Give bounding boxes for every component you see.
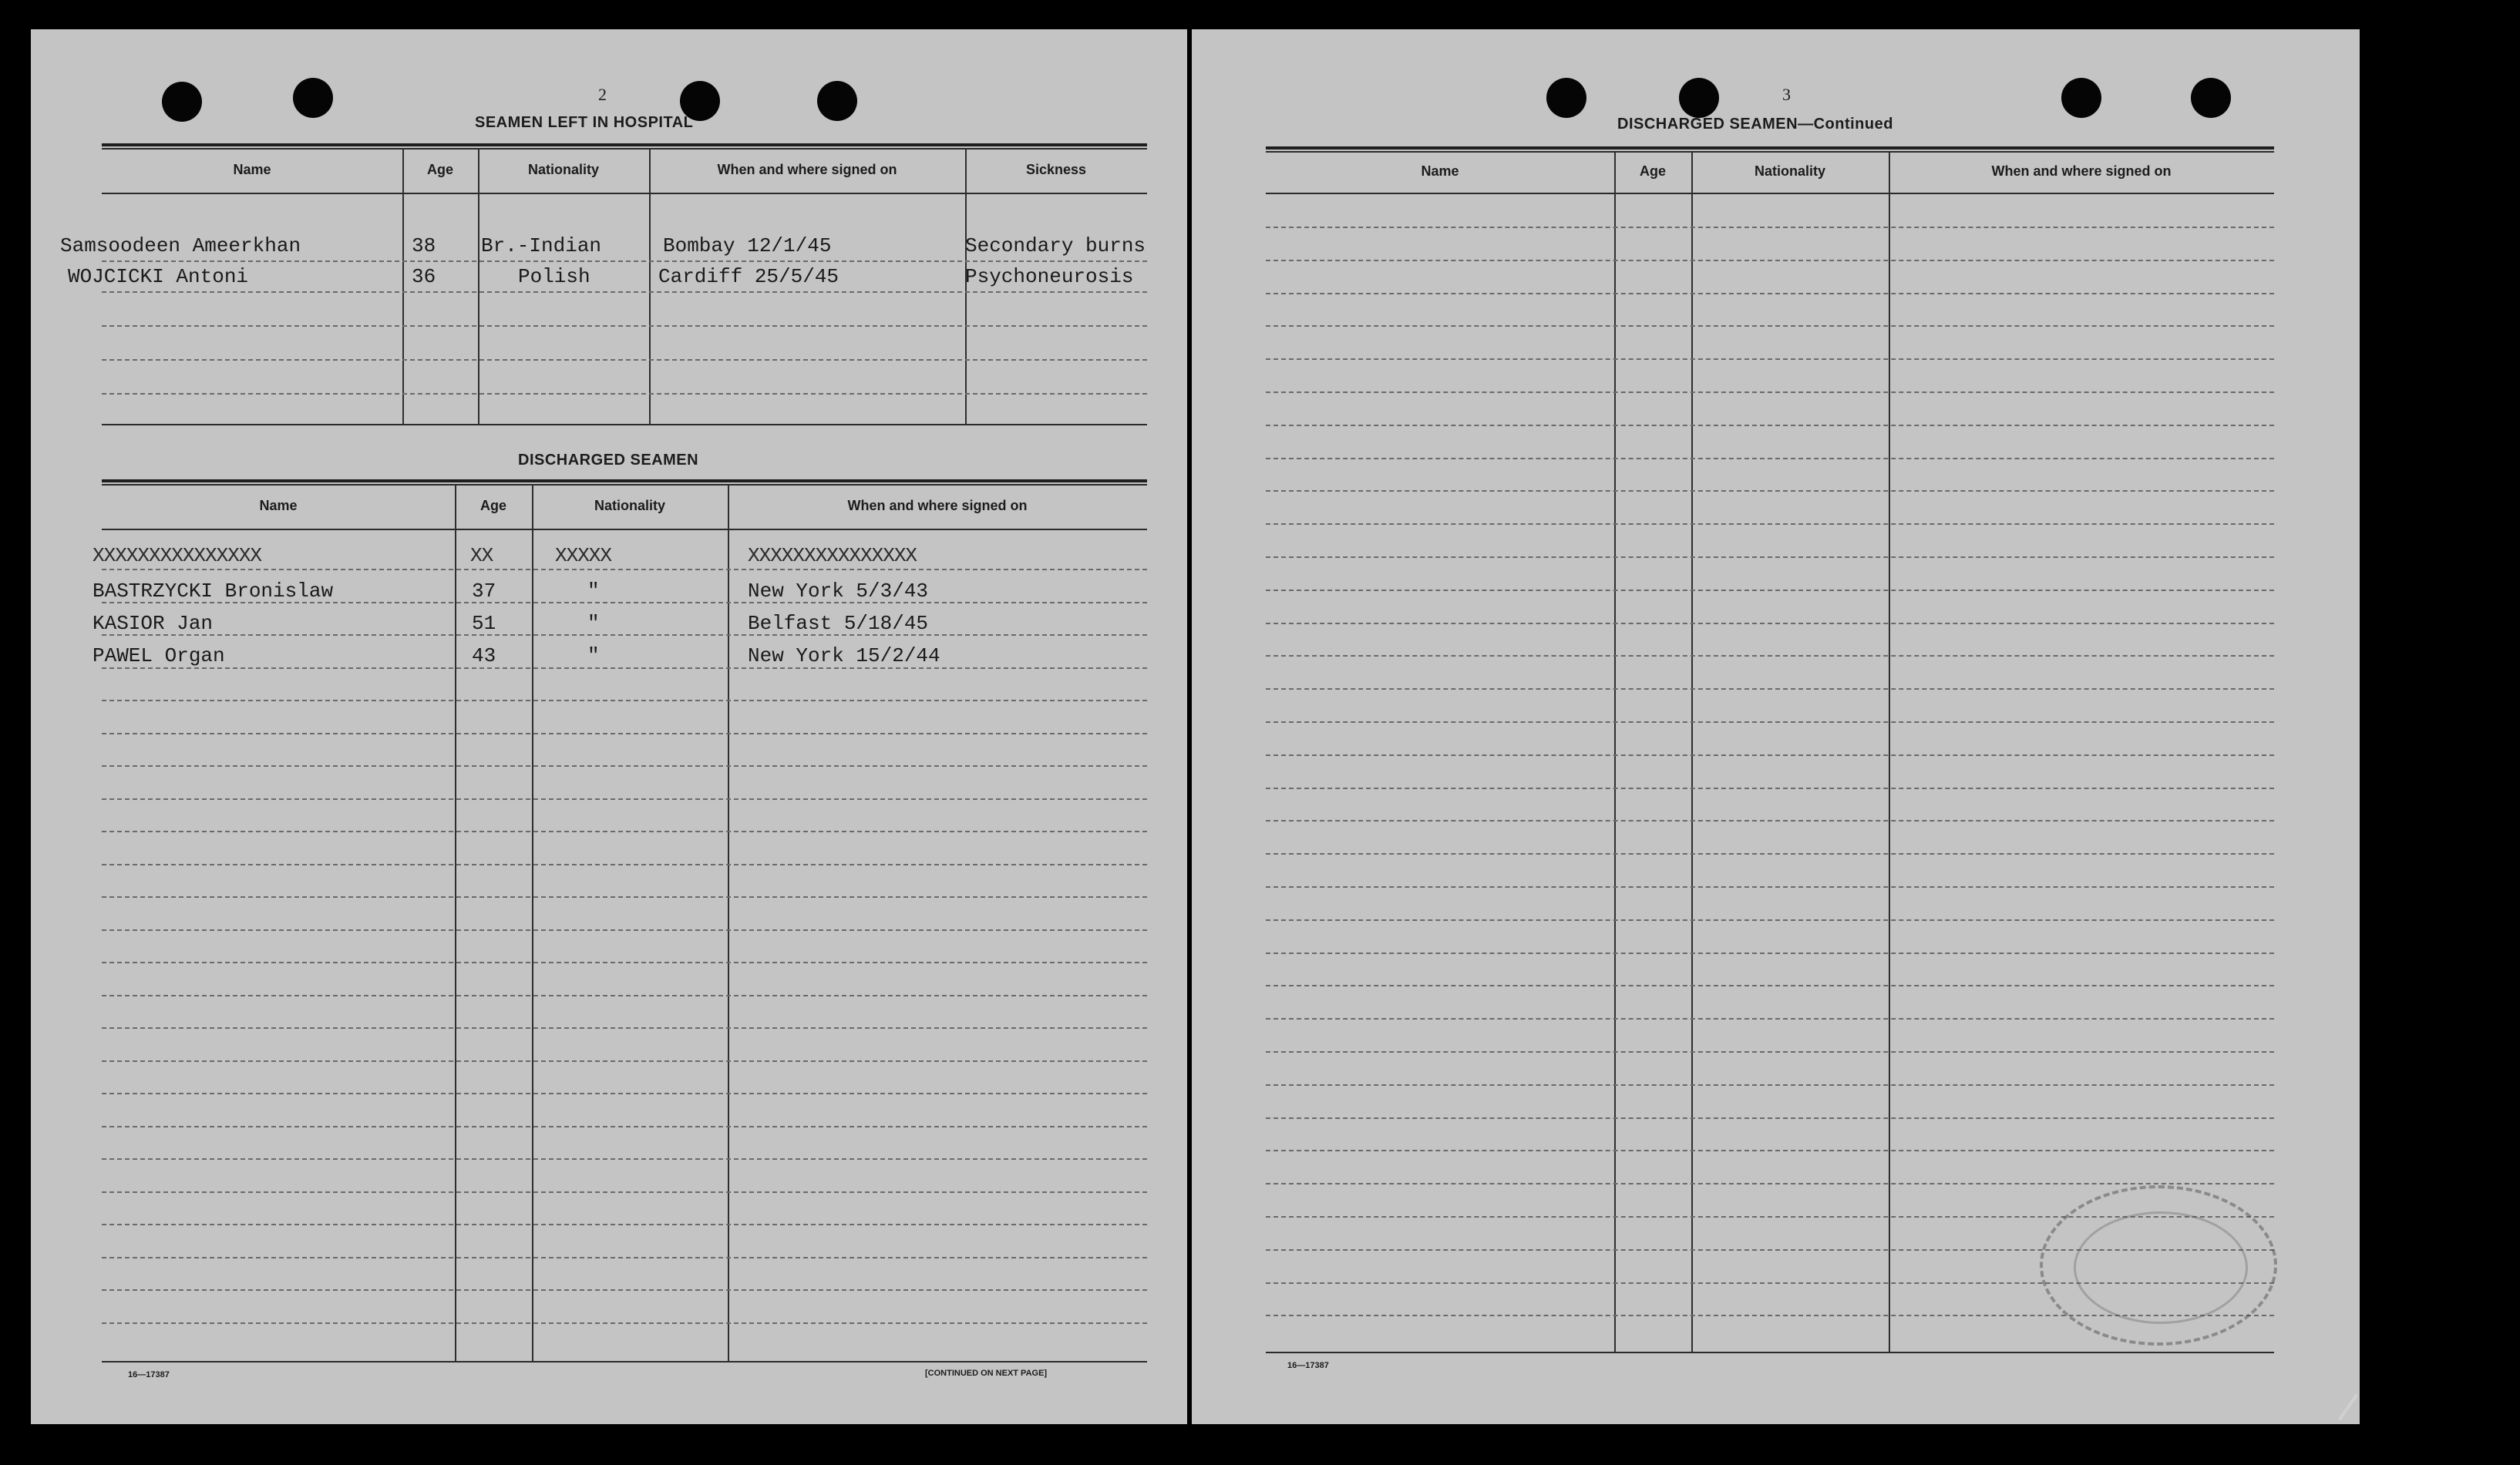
table-rule <box>1266 193 2274 194</box>
row-line <box>1266 1183 2274 1184</box>
table-rule <box>102 424 1147 425</box>
row-line <box>102 896 1147 898</box>
row-line <box>1266 655 2274 657</box>
discharged-row-nationality-struck: XXXXX <box>555 544 612 567</box>
discharged-row-name: KASIOR Jan <box>93 612 214 635</box>
column-divider <box>649 148 651 425</box>
column-header-nationality: Nationality <box>594 498 665 513</box>
column-divider <box>1889 151 1890 1353</box>
hospital-row-sickness: Secondary burns <box>965 234 1146 257</box>
row-line <box>1266 1018 2274 1020</box>
row-line <box>102 962 1147 963</box>
row-line <box>102 700 1147 701</box>
discharged-row-age: 51 <box>472 612 496 635</box>
column-header-name: Name <box>259 498 298 513</box>
form-number: 16—17387 <box>1287 1361 1329 1370</box>
discharged-row-nationality: " <box>587 612 600 635</box>
table-rule <box>102 1361 1147 1363</box>
row-line <box>102 798 1147 800</box>
row-line <box>102 1322 1147 1324</box>
punch-hole <box>1679 78 1719 118</box>
continued-note: [CONTINUED ON NEXT PAGE] <box>925 1369 1048 1378</box>
discharged-row-signed-on: Belfast 5/18/45 <box>748 612 929 635</box>
circular-stamp-ring <box>2074 1211 2248 1324</box>
column-divider <box>1691 151 1693 1353</box>
row-line <box>1266 1084 2274 1086</box>
row-line <box>1266 721 2274 723</box>
discharged-row-age: 37 <box>472 580 496 603</box>
page-number: 3 <box>1782 85 1791 104</box>
table-rule <box>102 529 1147 530</box>
discharged-row-name: BASTRZYCKI Bronislaw <box>93 580 334 603</box>
row-line <box>102 1126 1147 1127</box>
discharged-row-nationality: " <box>587 644 600 667</box>
row-line <box>102 291 1147 293</box>
discharged-row-nationality: " <box>587 580 600 603</box>
discharged-row-signed-on: New York 5/3/43 <box>748 580 929 603</box>
table-rule <box>1266 1352 2274 1353</box>
row-line <box>1266 688 2274 690</box>
row-line <box>102 864 1147 865</box>
row-line <box>1266 490 2274 492</box>
row-line <box>102 1257 1147 1258</box>
table-rule <box>1266 146 2274 150</box>
table-rule <box>102 479 1147 482</box>
column-divider <box>455 484 456 1363</box>
row-line <box>102 1060 1147 1062</box>
form-number: 16—17387 <box>128 1370 170 1379</box>
row-line <box>1266 754 2274 756</box>
table-rule <box>102 193 1147 194</box>
punch-hole <box>817 81 857 121</box>
column-header-age: Age <box>426 162 453 177</box>
row-line <box>1266 788 2274 789</box>
hospital-row-signed-on: Cardiff 25/5/45 <box>658 265 839 288</box>
row-line <box>102 393 1147 395</box>
row-line <box>1266 1150 2274 1151</box>
punch-hole <box>162 82 202 122</box>
table-rule <box>102 484 1147 486</box>
row-line <box>102 1027 1147 1029</box>
hospital-row-sickness: Psychoneurosis <box>965 265 1134 288</box>
row-line <box>1266 886 2274 888</box>
hospital-row-signed-on: Bombay 12/1/45 <box>663 234 832 257</box>
row-line <box>1266 358 2274 360</box>
hospital-row-name: WOJCICKI Antoni <box>68 265 249 288</box>
row-line <box>102 634 1147 636</box>
hospital-section-title: SEAMEN LEFT IN HOSPITAL <box>475 114 694 131</box>
row-line <box>102 1093 1147 1094</box>
hospital-row-age: 38 <box>412 234 436 257</box>
row-line <box>1266 623 2274 624</box>
row-line <box>1266 556 2274 558</box>
row-line <box>102 359 1147 361</box>
row-line <box>1266 590 2274 591</box>
discharged-row-name: PAWEL Organ <box>93 644 225 667</box>
row-line <box>1266 227 2274 228</box>
row-line <box>102 667 1147 669</box>
table-rule <box>102 148 1147 150</box>
hospital-row-age: 36 <box>412 265 436 288</box>
discharged-row-age: 43 <box>472 644 496 667</box>
discharged-row-signed-on-struck: XXXXXXXXXXXXXXX <box>748 544 917 567</box>
discharged-continued-title: DISCHARGED SEAMEN—Continued <box>1617 116 1893 133</box>
row-line <box>102 929 1147 931</box>
row-line <box>102 995 1147 996</box>
row-line <box>1266 985 2274 986</box>
column-header-signed-on: When and where signed on <box>847 498 1028 513</box>
column-header-name: Name <box>1421 163 1459 179</box>
column-divider <box>402 148 404 425</box>
column-header-signed-on: When and where signed on <box>1991 163 2172 179</box>
row-line <box>1266 953 2274 954</box>
table-rule <box>1266 151 2274 153</box>
column-header-age: Age <box>1639 163 1666 179</box>
row-line <box>102 1224 1147 1225</box>
table-rule <box>102 143 1147 146</box>
row-line <box>102 260 1147 262</box>
column-header-nationality: Nationality <box>1754 163 1825 179</box>
row-line <box>1266 853 2274 855</box>
discharged-section-title: DISCHARGED SEAMEN <box>518 452 699 469</box>
hospital-row-nationality: Polish <box>518 265 590 288</box>
row-line <box>102 569 1147 570</box>
row-line <box>1266 425 2274 426</box>
hospital-row-name: Samsoodeen Ameerkhan <box>60 234 301 257</box>
corner-mark <box>2338 1393 2358 1420</box>
left-page <box>31 29 1187 1424</box>
page-number: 2 <box>598 85 607 104</box>
row-line <box>102 1289 1147 1291</box>
punch-hole <box>2191 78 2231 118</box>
punch-hole <box>1546 78 1586 118</box>
right-page <box>1192 29 2360 1424</box>
row-line <box>1266 919 2274 921</box>
hospital-row-nationality: Br.-Indian <box>481 234 602 257</box>
row-line <box>1266 458 2274 459</box>
row-line <box>102 765 1147 767</box>
row-line <box>1266 820 2274 822</box>
discharged-row-age-struck: XX <box>470 544 493 567</box>
discharged-row-signed-on: New York 15/2/44 <box>748 644 940 667</box>
row-line <box>1266 1051 2274 1053</box>
column-header-sickness: Sickness <box>1025 162 1087 177</box>
punch-hole <box>2061 78 2101 118</box>
discharged-row-name-struck: XXXXXXXXXXXXXXX <box>93 544 262 567</box>
row-line <box>102 325 1147 327</box>
column-header-signed-on: When and where signed on <box>717 162 897 177</box>
punch-hole <box>293 78 333 118</box>
circular-stamp <box>2040 1185 2277 1346</box>
column-divider <box>728 484 729 1363</box>
row-line <box>102 1158 1147 1160</box>
column-header-name: Name <box>233 162 271 177</box>
row-line <box>1266 1117 2274 1119</box>
row-line <box>102 733 1147 734</box>
row-line <box>1266 391 2274 393</box>
column-divider <box>478 148 479 425</box>
row-line <box>102 831 1147 832</box>
column-divider <box>532 484 533 1363</box>
row-line <box>1266 325 2274 327</box>
row-line <box>102 1191 1147 1193</box>
row-line <box>1266 523 2274 525</box>
row-line <box>1266 260 2274 261</box>
row-line <box>1266 293 2274 294</box>
column-header-age: Age <box>479 498 506 513</box>
column-header-nationality: Nationality <box>527 162 599 177</box>
column-divider <box>1614 151 1616 1353</box>
